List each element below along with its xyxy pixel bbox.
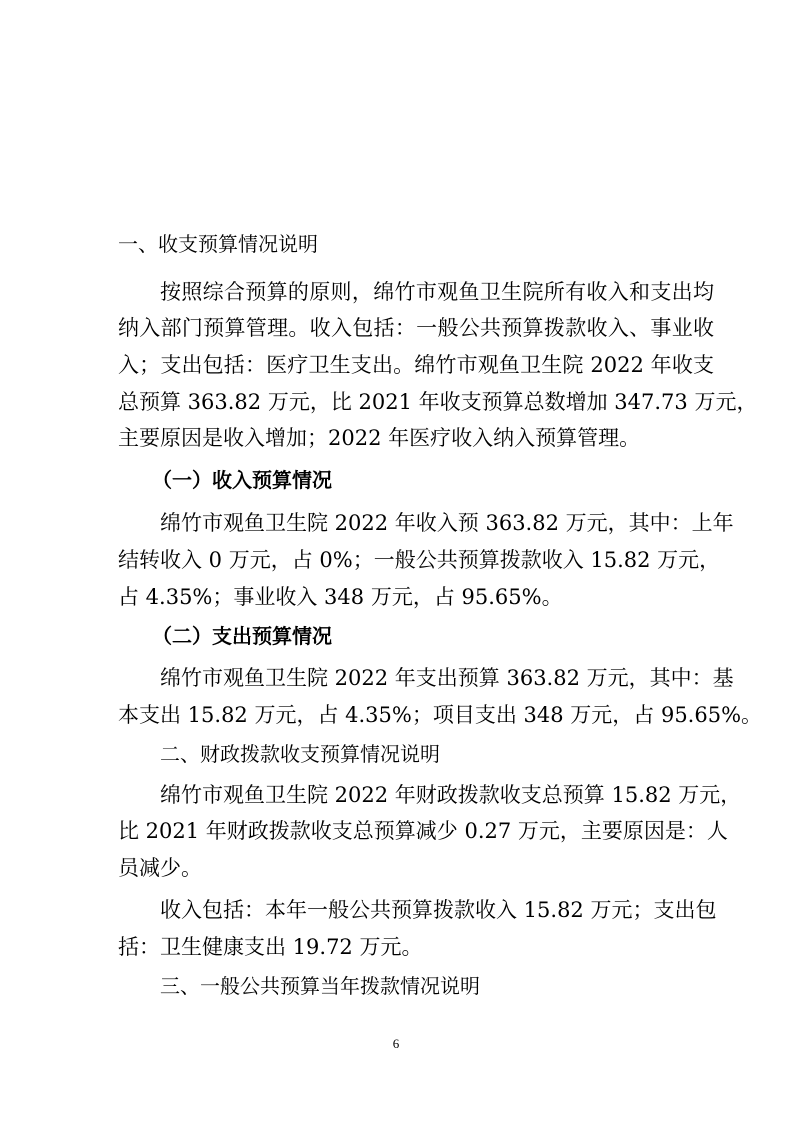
paragraph-line: 按照综合预算的原则，绵竹市观鱼卫生院所有收入和支出均 bbox=[160, 280, 714, 304]
section-heading-2: 二、财政拨款收支预算情况说明 bbox=[160, 742, 440, 766]
paragraph-line: 本支出 15.82 万元，占 4.35%；项目支出 348 万元，占 95.65%。 bbox=[118, 703, 763, 727]
paragraph-line: 绵竹市观鱼卫生院 2022 年支出预算 363.82 万元，其中：基 bbox=[160, 666, 734, 690]
paragraph-line: 主要原因是收入增加；2022 年医疗收入纳入预算管理。 bbox=[118, 426, 641, 450]
paragraph-line: 比 2021 年财政拨款收支总预算减少 0.27 万元，主要原因是：人 bbox=[118, 819, 728, 843]
subsection-heading-1: （一）收入预算情况 bbox=[152, 468, 332, 492]
paragraph-line: 入；支出包括：医疗卫生支出。绵竹市观鱼卫生院 2022 年收支 bbox=[118, 353, 714, 377]
paragraph-line: 总预算 363.82 万元，比 2021 年收支预算总数增加 347.73 万元， bbox=[118, 390, 758, 414]
paragraph-line: 绵竹市观鱼卫生院 2022 年收入预 363.82 万元，其中：上年 bbox=[160, 511, 734, 535]
paragraph-line: 纳入部门预算管理。收入包括：一般公共预算拨款收入、事业收 bbox=[118, 316, 714, 340]
paragraph-line: 占 4.35%；事业收入 348 万元，占 95.65%。 bbox=[118, 585, 563, 609]
subsection-heading-2: （二）支出预算情况 bbox=[152, 624, 332, 648]
paragraph-line: 括：卫生健康支出 19.72 万元。 bbox=[118, 935, 423, 959]
paragraph-line: 结转收入 0 万元，占 0%；一般公共预算拨款收入 15.82 万元， bbox=[118, 548, 721, 572]
section-heading-1: 一、收支预算情况说明 bbox=[118, 232, 318, 256]
paragraph-line: 员减少。 bbox=[118, 856, 202, 880]
paragraph-line: 收入包括：本年一般公共预算拨款收入 15.82 万元；支出包 bbox=[160, 898, 717, 922]
page-number: 6 bbox=[392, 1036, 400, 1051]
section-heading-3: 三、一般公共预算当年拨款情况说明 bbox=[160, 974, 480, 998]
paragraph-line: 绵竹市观鱼卫生院 2022 年财政拨款收支总预算 15.82 万元， bbox=[160, 783, 742, 807]
